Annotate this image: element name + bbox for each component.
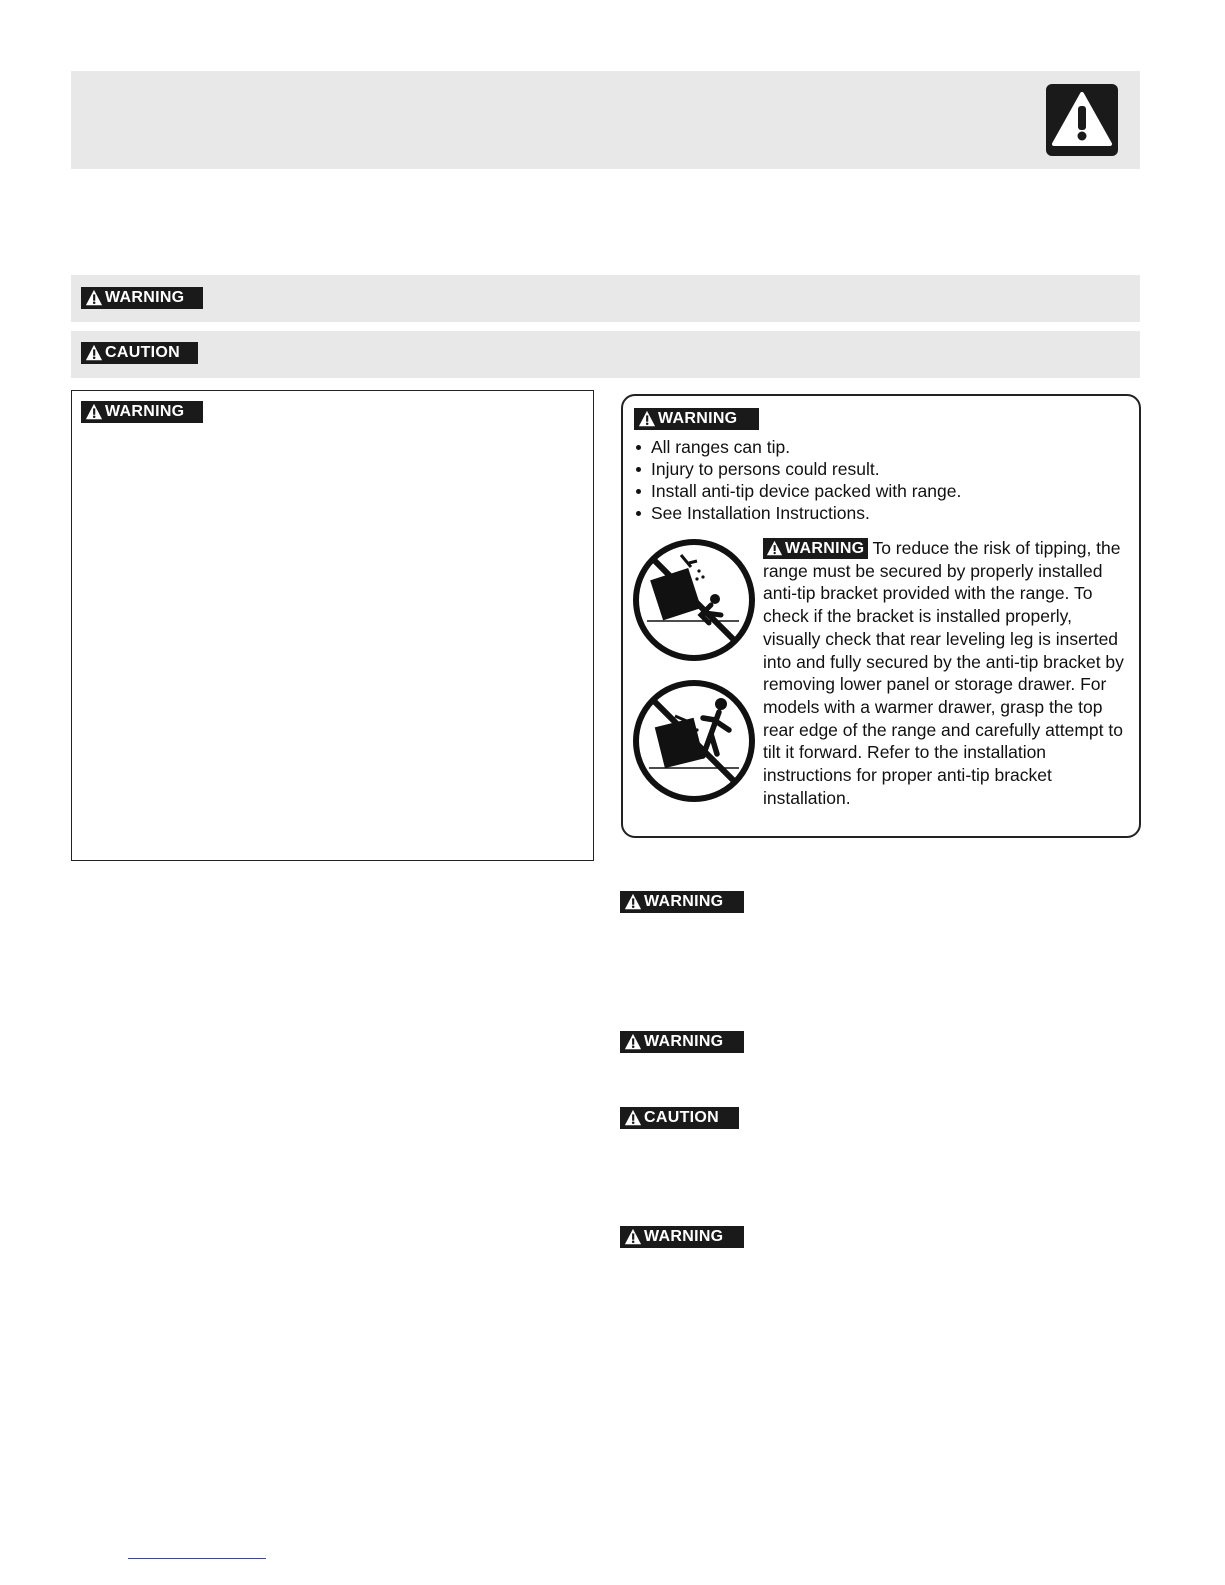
warning-triangle-icon	[624, 1109, 642, 1127]
anti-tip-paragraph	[763, 537, 1133, 809]
warning-triangle-icon	[766, 540, 783, 557]
boxed-warning-section	[71, 390, 594, 861]
footer-link-underline	[128, 1558, 266, 1559]
warning-definition-band	[71, 275, 1140, 322]
caution-badge	[81, 342, 198, 364]
header-band	[71, 71, 1140, 169]
label-warning-badge	[634, 408, 759, 430]
warning-badge-label: WARNING	[644, 893, 724, 910]
no-tipping-child-icon	[631, 537, 757, 663]
list-item: See Installation Instructions.	[633, 502, 961, 524]
list-item: Install anti-tip device packed with range.	[633, 480, 961, 502]
warning-triangle-icon	[624, 893, 642, 911]
exclamation-warning-icon	[1046, 84, 1118, 156]
warning-triangle-icon	[85, 403, 103, 421]
tip-bullet-list	[633, 436, 961, 524]
warning-triangle-icon	[638, 410, 656, 428]
list-item: All ranges can tip.	[633, 436, 961, 458]
caution-badge-label: CAUTION	[105, 344, 180, 361]
caution-definition-band	[71, 331, 1140, 378]
warning-triangle-icon	[85, 289, 103, 307]
inline-warning-badge	[763, 538, 868, 559]
list-item: Injury to persons could result.	[633, 458, 961, 480]
warning-badge-label: WARNING	[644, 1228, 724, 1245]
warning-badge	[620, 1226, 744, 1248]
caution-badge	[620, 1107, 739, 1129]
boxed-warning-badge-label: WARNING	[105, 403, 185, 420]
label-warning-badge-label: WARNING	[658, 410, 738, 427]
warning-badge-label: WARNING	[644, 1033, 724, 1050]
warning-triangle-icon	[85, 344, 103, 362]
no-climbing-icon	[631, 678, 757, 804]
warning-badge	[81, 287, 203, 309]
caution-badge-label: CAUTION	[644, 1109, 719, 1126]
warning-badge	[620, 1031, 744, 1053]
warning-badge-label: WARNING	[105, 289, 185, 306]
warning-triangle-icon	[624, 1228, 642, 1246]
inline-warning-badge-label: WARNING	[785, 540, 865, 557]
warning-badge	[620, 891, 744, 913]
warning-triangle-icon	[624, 1033, 642, 1051]
anti-tip-text: To reduce the risk of tipping, the range must be secured by properly installed anti-tip bracket provided with the range. To check if the bracket is installed properly, visually check that rear leveling leg is inserted into and fully secured by the anti-tip bracket by removing lower panel or storage drawer. For models with a warmer drawer, grasp the top rear edge of the range and carefully attempt to tilt it forward. Refer to the installation instructions for proper anti-tip bracket installation.	[763, 538, 1124, 808]
anti-tip-warning-label	[621, 394, 1141, 838]
boxed-warning-badge	[81, 401, 203, 423]
